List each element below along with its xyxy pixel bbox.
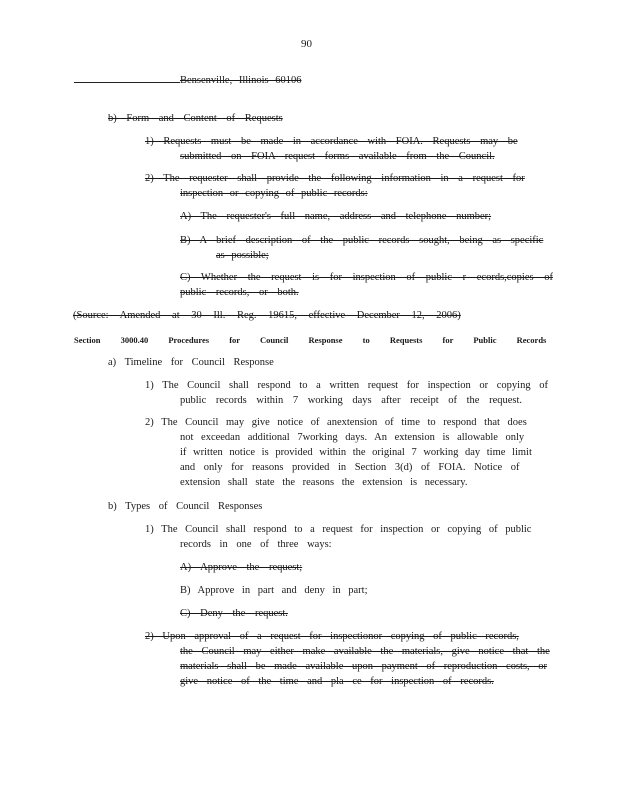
paragraph-b2-line2: inspection or copying of public records: xyxy=(180,188,368,199)
paragraph-tb2-line4: give notice of the time and pla ce for inspection of records. xyxy=(180,676,494,687)
paragraph-tb2-line2: the Council may either make available the materials, give notice that the xyxy=(180,646,550,657)
paragraph-b2-line1: 2) The requester shall provide the following information in a request for xyxy=(145,173,525,184)
paragraph-a2-line5: extension shall state the reasons the extension is necessary. xyxy=(180,477,468,488)
paragraph-a2-line3: if written notice is provided within the original 7 working day time limit xyxy=(180,447,532,458)
item-bC-line2: public records, or both. xyxy=(180,287,299,298)
paragraph-a1-line1: 1) The Council shall respond to a written request for inspection or copying of xyxy=(145,380,548,391)
page-number: 90 xyxy=(301,38,312,50)
address-line: Bensenville, Illinois 60106 xyxy=(180,75,302,86)
paragraph-tb1-line2: records in one of three ways: xyxy=(180,539,332,550)
item-bB-line1: B) A brief description of the public records sought, being as specific xyxy=(180,235,544,246)
item-tbB: B) Approve in part and deny in part; xyxy=(180,585,368,596)
paragraph-a2-line1: 2) The Council may give notice of anextension of time to respond that does xyxy=(145,417,527,428)
strike-rule xyxy=(74,82,180,83)
item-tbA: A) Approve the request; xyxy=(180,562,303,573)
section-heading: Section 3000.40 Procedures for Council Response to Requests for Public Records xyxy=(74,335,547,345)
subsection-a-heading: a) Timeline for Council Response xyxy=(108,357,274,368)
paragraph-a2-line2: not exceedan additional 7working days. An extension is allowable only xyxy=(180,432,525,443)
paragraph-a2-line4: and only for reasons provided in Section 3(d) of FOIA. Notice of xyxy=(180,462,520,473)
subsection-b-heading: b) Form and Content of Requests xyxy=(108,113,283,124)
paragraph-b1-line2: submitted on FOIA request forms available from the Council. xyxy=(180,151,495,162)
paragraph-a1-line2: public records within 7 working days after receipt of the request. xyxy=(180,395,523,406)
item-bC-line1: C) Whether the request is for inspection of public r ecords,copies of xyxy=(180,272,553,283)
source-note: (Source: Amended at 30 Ill. Reg. 19615, effective December 12, 2006) xyxy=(73,310,461,321)
item-bB-line2: as possible; xyxy=(216,250,269,261)
item-tbC: C) Deny the request. xyxy=(180,608,288,619)
subsection-tb-heading: b) Types of Council Responses xyxy=(108,501,263,512)
paragraph-tb2-line3: materials shall be made available upon payment of reproduction costs, or xyxy=(180,661,548,672)
paragraph-b1-line1: 1) Requests must be made in accordance with FOIA. Requests may be xyxy=(145,136,518,147)
paragraph-tb2-line1: 2) Upon approval of a request for inspectionor copying of public records, xyxy=(145,631,519,642)
paragraph-tb1-line1: 1) The Council shall respond to a request for inspection or copying of public xyxy=(145,524,532,535)
item-bA: A) The requester's full name, address and telephone number; xyxy=(180,211,492,222)
